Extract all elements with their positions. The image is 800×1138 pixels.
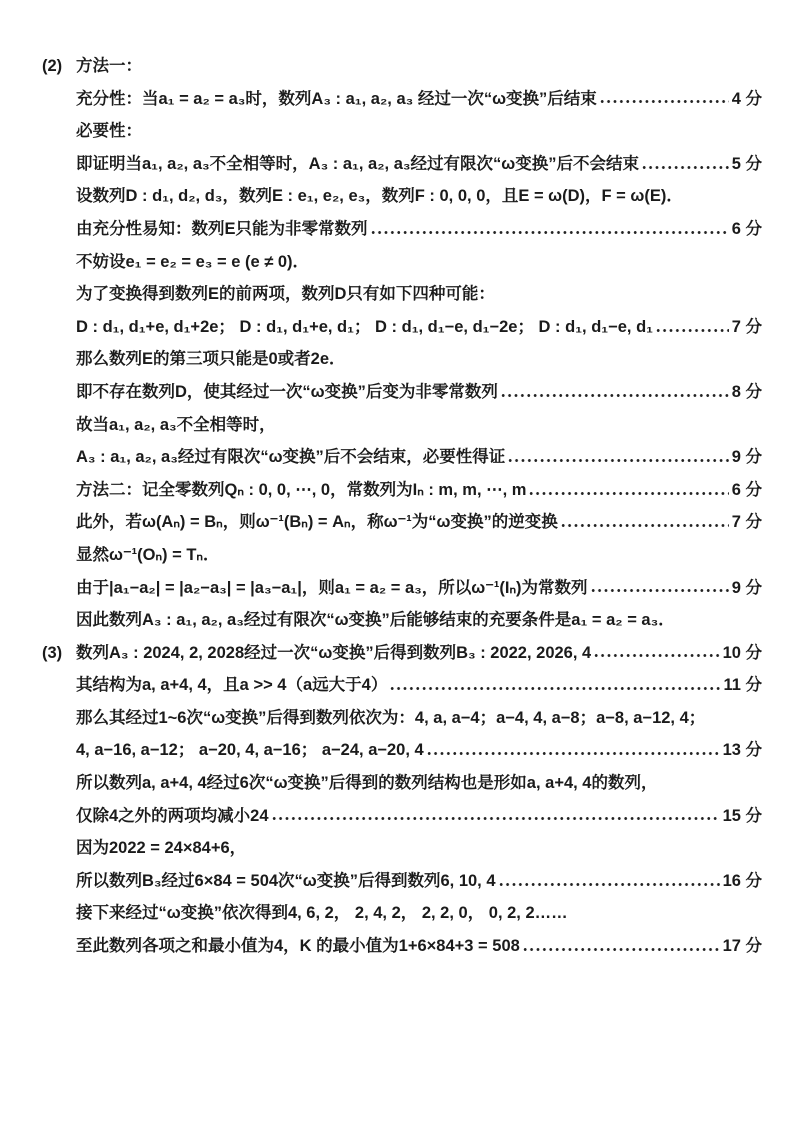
- line-text: 4, a−16, a−12； a−20, 4, a−16； a−24, a−20, 4: [76, 741, 424, 760]
- solution-line: [42, 669, 762, 702]
- score-label: 9 分: [731, 578, 762, 597]
- score-label: 7 分: [731, 317, 762, 336]
- score-label: 7 分: [731, 513, 762, 532]
- score-label: 4 分: [731, 89, 762, 108]
- solution-line: [42, 865, 762, 898]
- dotted-leader: [501, 392, 729, 399]
- dotted-leader: [272, 815, 720, 822]
- solution-line: [42, 213, 762, 246]
- dotted-leader: [371, 229, 729, 236]
- line-text: 不妨设e₁ = e₂ = e₃ = e (e ≠ 0)．: [76, 252, 310, 271]
- line-text: 仅除4之外的两项均减小24: [76, 806, 269, 825]
- line-text: 由于|a₁−a₂| = |a₂−a₃| = |a₃−a₁|，则a₁ = a₂ = a₃，所以ω⁻¹(Iₙ)为常数列: [76, 578, 588, 597]
- line-text: 即不存在数列D，使其经过一次“ω变换”后变为非零常数列: [76, 382, 498, 401]
- solution-line: [42, 930, 762, 963]
- line-text: 为了变换得到数列E的前两项，数列D只有如下四种可能：: [76, 285, 495, 304]
- score-label: 5 分: [731, 154, 762, 173]
- line-text: 方法一：: [76, 57, 142, 75]
- line-text: 即证明当a₁, a₂, a₃不全相等时，A₃ : a₁, a₂, a₃经过有限次“ω变换”后不会结束: [76, 154, 639, 173]
- line-text: 因为2022 = 24×84+6，: [76, 839, 247, 858]
- dotted-leader: [427, 750, 720, 757]
- solution-line: [42, 180, 762, 213]
- line-text: 显然ω⁻¹(Oₙ) = Tₙ．: [76, 545, 220, 564]
- line-text: 充分性：当a₁ = a₂ = a₃时，数列A₃ : a₁, a₂, a₃ 经过一次“ω变换”后结束: [76, 89, 597, 108]
- line-text: 此外，若ω(Aₙ) = Bₙ，则ω⁻¹(Bₙ) = Aₙ，称ω⁻¹为“ω变换”的逆变换: [76, 513, 558, 532]
- solution-line: [42, 506, 762, 539]
- score-label: 11 分: [723, 676, 762, 695]
- solution-line: [42, 539, 762, 572]
- dotted-leader: [642, 164, 729, 171]
- item-number: (2): [42, 57, 63, 75]
- line-text: 至此数列各项之和最小值为4，K 的最小值为1+6×84+3 = 508: [76, 937, 520, 956]
- line-text: A₃ : a₁, a₂, a₃经过有限次“ω变换”后不会结束，必要性得证: [76, 448, 506, 467]
- dotted-leader: [508, 457, 728, 464]
- solution-line: [42, 800, 762, 833]
- line-text: 那么其经过1~6次“ω变换”后得到数列依次为：4, a, a−4；a−4, 4, a−8；a−8, a−12, 4；: [76, 708, 706, 727]
- solution-line: [42, 148, 762, 181]
- solution-line: [42, 115, 762, 148]
- score-label: 13 分: [722, 741, 762, 760]
- solution-line: [42, 474, 762, 507]
- score-label: 6 分: [731, 480, 762, 499]
- score-label: 16 分: [722, 871, 762, 890]
- solution-line: [42, 832, 762, 865]
- line-text: 因此数列A₃ : a₁, a₂, a₃经过有限次“ω变换”后能够结束的充要条件是a₁ = a₂ = a₃．: [76, 611, 675, 630]
- line-text: 其结构为a, a+4, 4，且a >> 4（a远大于4）: [76, 676, 388, 695]
- solution-line: [42, 246, 762, 279]
- line-text: 由充分性易知：数列E只能为非零常数列: [76, 219, 368, 238]
- line-text: 必要性：: [76, 122, 142, 141]
- score-label: 9 分: [731, 448, 762, 467]
- line-text: 故当a₁, a₂, a₃不全相等时，: [76, 415, 276, 434]
- solution-line: [42, 311, 762, 344]
- solution-line: [42, 441, 762, 474]
- solution-line: [42, 409, 762, 442]
- solution-line: [42, 767, 762, 800]
- solution-line: [42, 50, 762, 83]
- solution-text-block: [42, 50, 762, 963]
- solution-line: [42, 604, 762, 637]
- solution-line: [42, 278, 762, 311]
- dotted-leader: [600, 98, 729, 105]
- solution-line: [42, 376, 762, 409]
- line-text: 数列A₃ : 2024, 2, 2028经过一次“ω变换”后得到数列B₃ : 2022, 2026, 4: [76, 643, 592, 662]
- line-text: 所以数列a, a+4, 4经过6次“ω变换”后得到的数列结构也是形如a, a+4, 4的数列，: [76, 774, 658, 793]
- dotted-leader: [594, 652, 719, 659]
- line-text: 接下来经过“ω变换”依次得到4, 6, 2， 2, 4, 2， 2, 2, 0， 0, 2, 2……: [76, 904, 568, 923]
- score-label: 10 分: [722, 643, 762, 662]
- line-text: D : d₁, d₁+e, d₁+2e； D : d₁, d₁+e, d₁； D : d₁, d₁−e, d₁−2e； D : d₁, d₁−e, d₁: [76, 317, 653, 336]
- dotted-leader: [591, 587, 729, 594]
- score-label: 8 分: [731, 382, 762, 401]
- line-text: 那么数列E的第三项只能是0或者2e．: [76, 350, 346, 369]
- dotted-leader: [656, 327, 729, 334]
- dotted-leader: [529, 490, 728, 497]
- score-label: 17 分: [722, 937, 762, 956]
- dotted-leader: [499, 881, 720, 888]
- score-label: 6 分: [731, 219, 762, 238]
- line-text: 设数列D : d₁, d₂, d₃，数列E : e₁, e₂, e₃，数列F : 0, 0, 0，且E = ω(D)，F = ω(E)．: [76, 187, 683, 206]
- solution-line: [42, 572, 762, 605]
- solution-line: [42, 897, 762, 930]
- solution-line: [42, 343, 762, 376]
- line-text: 方法二：记全零数列Qₙ : 0, 0, ⋯, 0，常数列为Iₙ : m, m, ⋯, m: [76, 480, 527, 499]
- solution-line: [42, 637, 762, 670]
- solution-line: [42, 734, 762, 767]
- solution-line: [42, 702, 762, 735]
- item-number: (3): [42, 643, 63, 662]
- dotted-leader: [390, 685, 720, 692]
- solution-line: [42, 83, 762, 116]
- line-text: 所以数列B₃经过6×84 = 504次“ω变换”后得到数列6, 10, 4: [76, 871, 496, 890]
- dotted-leader: [561, 522, 729, 529]
- dotted-leader: [523, 946, 720, 953]
- score-label: 15 分: [722, 806, 762, 825]
